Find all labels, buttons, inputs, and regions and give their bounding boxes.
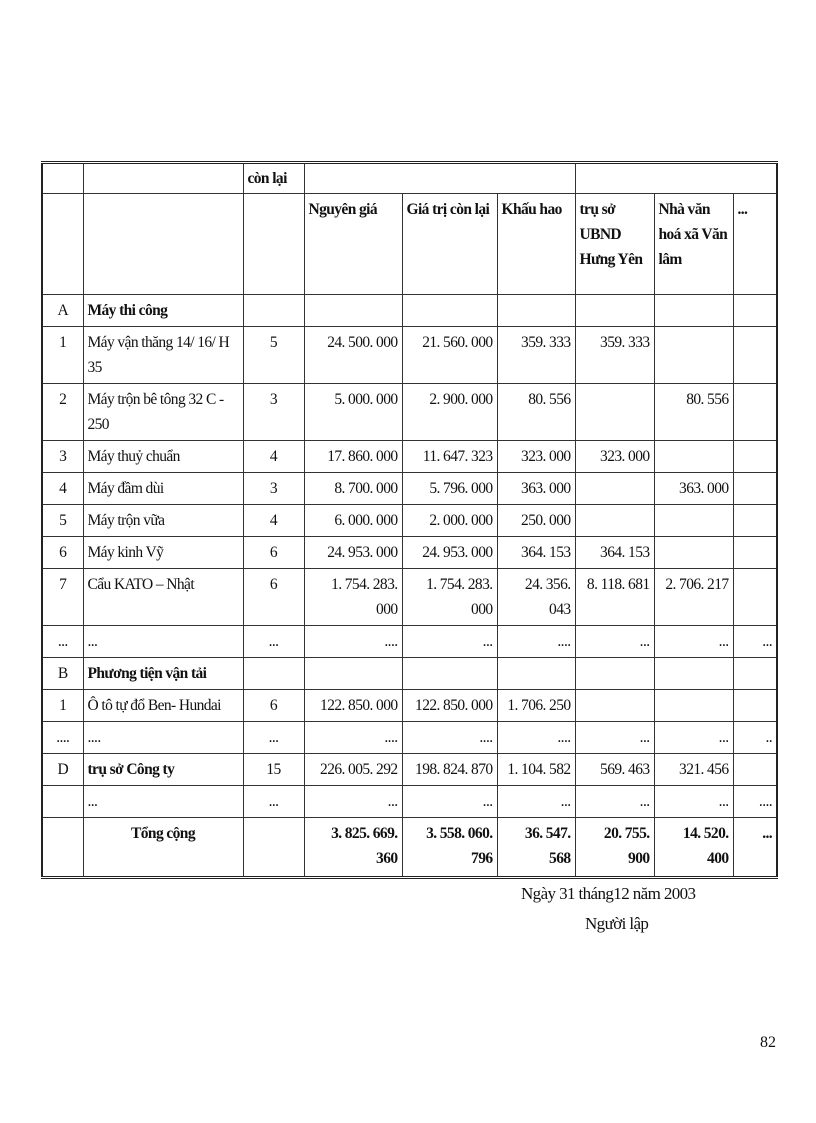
cell-stt: 3 bbox=[42, 441, 83, 473]
cell-stt: 7 bbox=[42, 569, 83, 626]
cell-name: Máy trộn vữa bbox=[83, 505, 243, 537]
cell-stt: D bbox=[42, 754, 83, 786]
cell-nguyen-gia: .... bbox=[304, 722, 402, 754]
cell-nha-van-hoa bbox=[654, 295, 733, 327]
cell-stt: .... bbox=[42, 722, 83, 754]
cell-khau-hao: 24. 356. 043 bbox=[497, 569, 575, 626]
cell-con-lai: 3 bbox=[243, 384, 304, 441]
header-cell bbox=[42, 194, 83, 295]
cell-gia-tri-con-lai bbox=[402, 658, 497, 690]
cell-tru-so-ubnd: 569. 463 bbox=[575, 754, 654, 786]
cell-name: Máy thi công bbox=[83, 295, 243, 327]
cell-gia-tri-con-lai: ... bbox=[402, 786, 497, 818]
cell-con-lai: ... bbox=[243, 786, 304, 818]
header-more: ... bbox=[733, 194, 777, 295]
cell-con-lai: 3 bbox=[243, 473, 304, 505]
cell-khau-hao bbox=[497, 658, 575, 690]
header-tru-so-ubnd: trụ sở UBND Hưng Yên bbox=[575, 194, 654, 295]
group-row bbox=[42, 658, 777, 690]
total-tru-so-ubnd: 20. 755. 900 bbox=[575, 818, 654, 878]
header-nguyen-gia: Nguyên giá bbox=[304, 194, 402, 295]
cell-nguyen-gia: ... bbox=[304, 786, 402, 818]
cell-more: .... bbox=[733, 786, 777, 818]
cell-tru-so-ubnd bbox=[575, 295, 654, 327]
total-nha-van-hoa: 14. 520. 400 bbox=[654, 818, 733, 878]
cell-nha-van-hoa bbox=[654, 690, 733, 722]
cell-nha-van-hoa: 321. 456 bbox=[654, 754, 733, 786]
cell-stt: A bbox=[42, 295, 83, 327]
cell-khau-hao: 1. 104. 582 bbox=[497, 754, 575, 786]
cell-tru-so-ubnd bbox=[575, 505, 654, 537]
total-more: ... bbox=[733, 818, 777, 878]
table-row bbox=[42, 722, 777, 754]
table-row bbox=[42, 384, 777, 441]
total-khau-hao: 36. 547. 568 bbox=[497, 818, 575, 878]
table-row bbox=[42, 441, 777, 473]
cell-gia-tri-con-lai: .... bbox=[402, 722, 497, 754]
cell-more bbox=[733, 441, 777, 473]
cell-tru-so-ubnd bbox=[575, 473, 654, 505]
cell-nguyen-gia bbox=[304, 295, 402, 327]
cell-con-lai: ... bbox=[243, 722, 304, 754]
cell-more bbox=[733, 690, 777, 722]
cell-more: .. bbox=[733, 722, 777, 754]
cell-nha-van-hoa: 2. 706. 217 bbox=[654, 569, 733, 626]
cell-nha-van-hoa: ... bbox=[654, 626, 733, 658]
fixed-asset-table bbox=[41, 161, 778, 879]
table-row bbox=[42, 327, 777, 384]
header-nha-van-hoa: Nhà văn hoá xã Văn lâm bbox=[654, 194, 733, 295]
cell-nguyen-gia: 122. 850. 000 bbox=[304, 690, 402, 722]
cell-nha-van-hoa bbox=[654, 658, 733, 690]
cell-more bbox=[733, 327, 777, 384]
cell-gia-tri-con-lai: 2. 900. 000 bbox=[402, 384, 497, 441]
report-date: Ngày 31 tháng12 năm 2003 bbox=[521, 884, 696, 903]
cell-con-lai: 6 bbox=[243, 690, 304, 722]
cell-nha-van-hoa bbox=[654, 505, 733, 537]
cell-stt: 5 bbox=[42, 505, 83, 537]
cell-gia-tri-con-lai: 122. 850. 000 bbox=[402, 690, 497, 722]
total-gia-tri-con-lai: 3. 558. 060. 796 bbox=[402, 818, 497, 878]
cell-con-lai: 6 bbox=[243, 537, 304, 569]
cell-nha-van-hoa: 80. 556 bbox=[654, 384, 733, 441]
cell-stt bbox=[42, 786, 83, 818]
cell-con-lai: 4 bbox=[243, 441, 304, 473]
cell-khau-hao: .... bbox=[497, 722, 575, 754]
cell-gia-tri-con-lai: 2. 000. 000 bbox=[402, 505, 497, 537]
cell-more bbox=[733, 384, 777, 441]
table-row bbox=[42, 754, 777, 786]
header-row bbox=[42, 194, 777, 295]
header-gia-tri-con-lai: Giá trị còn lại bbox=[402, 194, 497, 295]
table-row bbox=[42, 626, 777, 658]
cell-more bbox=[733, 295, 777, 327]
cell-nha-van-hoa: 363. 000 bbox=[654, 473, 733, 505]
cell-nguyen-gia: 5. 000. 000 bbox=[304, 384, 402, 441]
cell-gia-tri-con-lai: 21. 560. 000 bbox=[402, 327, 497, 384]
cell-gia-tri-con-lai: ... bbox=[402, 626, 497, 658]
cell-gia-tri-con-lai: 11. 647. 323 bbox=[402, 441, 497, 473]
cell-nguyen-gia: 24. 953. 000 bbox=[304, 537, 402, 569]
cell-more bbox=[733, 537, 777, 569]
cell-name: .... bbox=[83, 722, 243, 754]
cell-tru-so-ubnd: ... bbox=[575, 722, 654, 754]
cell-gia-tri-con-lai: 24. 953. 000 bbox=[402, 537, 497, 569]
cell-gia-tri-con-lai: 5. 796. 000 bbox=[402, 473, 497, 505]
cell-con-lai: 4 bbox=[243, 505, 304, 537]
cell-tru-so-ubnd bbox=[575, 658, 654, 690]
signer-label: Người lập bbox=[585, 914, 649, 933]
cell-more bbox=[733, 473, 777, 505]
header-group-cell bbox=[304, 163, 575, 194]
cell-name: trụ sở Công ty bbox=[83, 754, 243, 786]
cell-tru-so-ubnd: 8. 118. 681 bbox=[575, 569, 654, 626]
cell-name: Máy thuỷ chuẩn bbox=[83, 441, 243, 473]
cell-name: Máy trộn bê tông 32 C - 250 bbox=[83, 384, 243, 441]
total-nguyen-gia: 3. 825. 669. 360 bbox=[304, 818, 402, 878]
cell-stt: B bbox=[42, 658, 83, 690]
cell-name: Phương tiện vận tải bbox=[83, 658, 243, 690]
table-row bbox=[42, 690, 777, 722]
cell-stt: 1 bbox=[42, 690, 83, 722]
cell-khau-hao: 323. 000 bbox=[497, 441, 575, 473]
cell-more bbox=[733, 754, 777, 786]
cell-gia-tri-con-lai bbox=[402, 295, 497, 327]
cell-name: Ô tô tự đổ Ben- Hundai bbox=[83, 690, 243, 722]
cell-more: ... bbox=[733, 626, 777, 658]
total-row bbox=[42, 818, 777, 878]
header-group-cell bbox=[575, 163, 777, 194]
cell-nguyen-gia: 1. 754. 283. 000 bbox=[304, 569, 402, 626]
cell-nha-van-hoa bbox=[654, 537, 733, 569]
cell-nguyen-gia: 17. 860. 000 bbox=[304, 441, 402, 473]
cell-nha-van-hoa: ... bbox=[654, 786, 733, 818]
cell-con-lai: 5 bbox=[243, 327, 304, 384]
header-con-lai: còn lại bbox=[243, 163, 304, 194]
cell-khau-hao: 250. 000 bbox=[497, 505, 575, 537]
cell-name: Máy kinh Vỹ bbox=[83, 537, 243, 569]
cell-tru-so-ubnd: 323. 000 bbox=[575, 441, 654, 473]
cell-khau-hao bbox=[497, 295, 575, 327]
cell-nguyen-gia: 24. 500. 000 bbox=[304, 327, 402, 384]
cell-nguyen-gia: .... bbox=[304, 626, 402, 658]
cell-stt: 6 bbox=[42, 537, 83, 569]
cell-stt: 2 bbox=[42, 384, 83, 441]
cell-nguyen-gia: 8. 700. 000 bbox=[304, 473, 402, 505]
header-cell bbox=[83, 194, 243, 295]
cell-more bbox=[733, 569, 777, 626]
cell-con-lai: 15 bbox=[243, 754, 304, 786]
cell-con-lai: 6 bbox=[243, 569, 304, 626]
cell-stt: 4 bbox=[42, 473, 83, 505]
group-row bbox=[42, 295, 777, 327]
table-row bbox=[42, 505, 777, 537]
cell-name: ... bbox=[83, 626, 243, 658]
cell-con-lai bbox=[243, 295, 304, 327]
header-cell bbox=[83, 163, 243, 194]
cell-con-lai: ... bbox=[243, 626, 304, 658]
cell-khau-hao: 364. 153 bbox=[497, 537, 575, 569]
header-cell bbox=[42, 163, 83, 194]
cell-khau-hao: 359. 333 bbox=[497, 327, 575, 384]
table-row bbox=[42, 537, 777, 569]
cell-name: Máy vận thăng 14/ 16/ H 35 bbox=[83, 327, 243, 384]
cell-khau-hao: .... bbox=[497, 626, 575, 658]
cell-tru-so-ubnd bbox=[575, 690, 654, 722]
cell-nguyen-gia: 6. 000. 000 bbox=[304, 505, 402, 537]
cell-khau-hao: 80. 556 bbox=[497, 384, 575, 441]
cell-name: ... bbox=[83, 786, 243, 818]
cell-tru-so-ubnd: 364. 153 bbox=[575, 537, 654, 569]
cell-stt: ... bbox=[42, 626, 83, 658]
cell-nguyen-gia bbox=[304, 658, 402, 690]
cell-tru-so-ubnd bbox=[575, 384, 654, 441]
cell-more bbox=[733, 505, 777, 537]
table-row bbox=[42, 786, 777, 818]
table-body bbox=[42, 295, 777, 818]
table-cell bbox=[243, 818, 304, 878]
header-khau-hao: Khấu hao bbox=[497, 194, 575, 295]
cell-nguyen-gia: 226. 005. 292 bbox=[304, 754, 402, 786]
cell-gia-tri-con-lai: 1. 754. 283. 000 bbox=[402, 569, 497, 626]
table-cell bbox=[42, 818, 83, 878]
table-row bbox=[42, 569, 777, 626]
header-row-top bbox=[42, 163, 777, 194]
table-row bbox=[42, 473, 777, 505]
header-cell bbox=[243, 194, 304, 295]
cell-name: Cẩu KATO – Nhật bbox=[83, 569, 243, 626]
cell-nha-van-hoa bbox=[654, 327, 733, 384]
cell-tru-so-ubnd: ... bbox=[575, 786, 654, 818]
cell-nha-van-hoa: ... bbox=[654, 722, 733, 754]
page-number: 82 bbox=[760, 1034, 776, 1051]
cell-khau-hao: 363. 000 bbox=[497, 473, 575, 505]
cell-stt: 1 bbox=[42, 327, 83, 384]
cell-name: Máy đầm dùi bbox=[83, 473, 243, 505]
cell-more bbox=[733, 658, 777, 690]
cell-con-lai bbox=[243, 658, 304, 690]
total-label: Tổng cộng bbox=[83, 818, 243, 878]
cell-nha-van-hoa bbox=[654, 441, 733, 473]
cell-khau-hao: ... bbox=[497, 786, 575, 818]
cell-khau-hao: 1. 706. 250 bbox=[497, 690, 575, 722]
cell-gia-tri-con-lai: 198. 824. 870 bbox=[402, 754, 497, 786]
cell-tru-so-ubnd: ... bbox=[575, 626, 654, 658]
cell-tru-so-ubnd: 359. 333 bbox=[575, 327, 654, 384]
